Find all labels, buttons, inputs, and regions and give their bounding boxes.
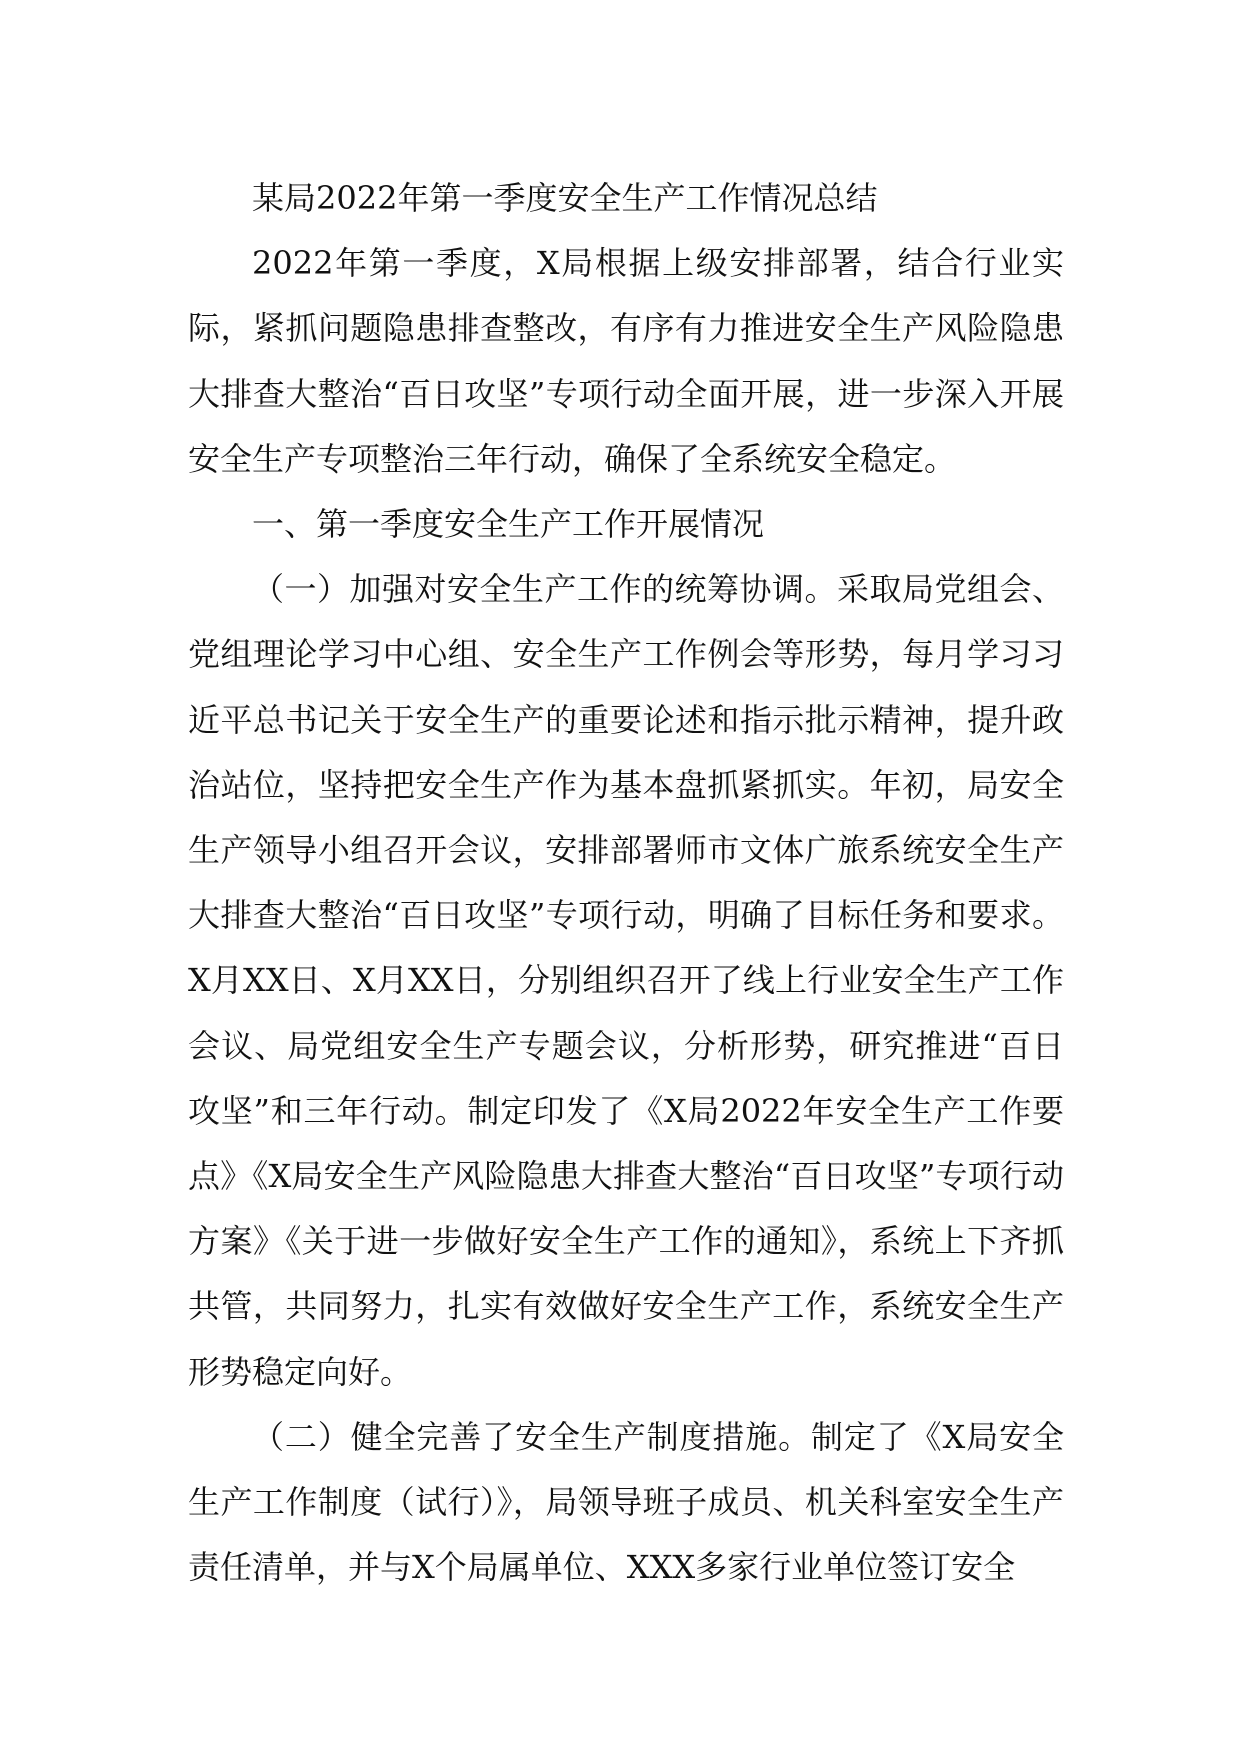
- paragraph-item-2: （二）健全完善了安全生产制度措施。制定了《X局安全生产工作制度（试行）》，局领导班子成员、机关科室安全生产责任清单，并与X个局属单位、XXX多家行业单位签订安全: [188, 1417, 1064, 1587]
- document-body: [188, 166, 1064, 1600]
- document-title: 某局2022年第一季度安全生产工作情况总结: [252, 179, 878, 217]
- paragraph-intro: 2022年第一季度，X局根据上级安排部署，结合行业实际，紧抓问题隐患排查整改，有序有力推进安全生产风险隐患大排查大整治“百日攻坚”专项行动全面开展，进一步深入开展安全生产专项整治三年行动，确保了全系统安全稳定。: [188, 244, 1064, 478]
- section-heading-1: 一、第一季度安全生产工作开展情况: [252, 505, 765, 544]
- paragraph-item-1: （一）加强对安全生产工作的统筹协调。采取局党组会、党组理论学习中心组、安全生产工作例会等形势，每月学习习近平总书记关于安全生产的重要论述和指示批示精神，提升政治站位，坚持把安全生产作为基本盘抓紧抓实。年初，局安全生产领导小组召开会议，安排部署师市文体广旅系统安全生产大排查大整治“百日攻坚”专项行动，明确了目标任务和要求。X月XX日、X月XX日，分别组织召开了线上行业安全生产工作会议、局党组安全生产专题会议，分析形势，研究推进“百日攻坚”和三年行动。制定印发了《X局2022年安全生产工作要点》《X局安全生产风险隐患大排查大整治“百日攻坚”专项行动方案》《关于进一步做好安全生产工作的通知》，系统上下齐抓共管，共同努力，扎实有效做好安全生产工作，系统安全生产形势稳定向好。: [188, 570, 1064, 1391]
